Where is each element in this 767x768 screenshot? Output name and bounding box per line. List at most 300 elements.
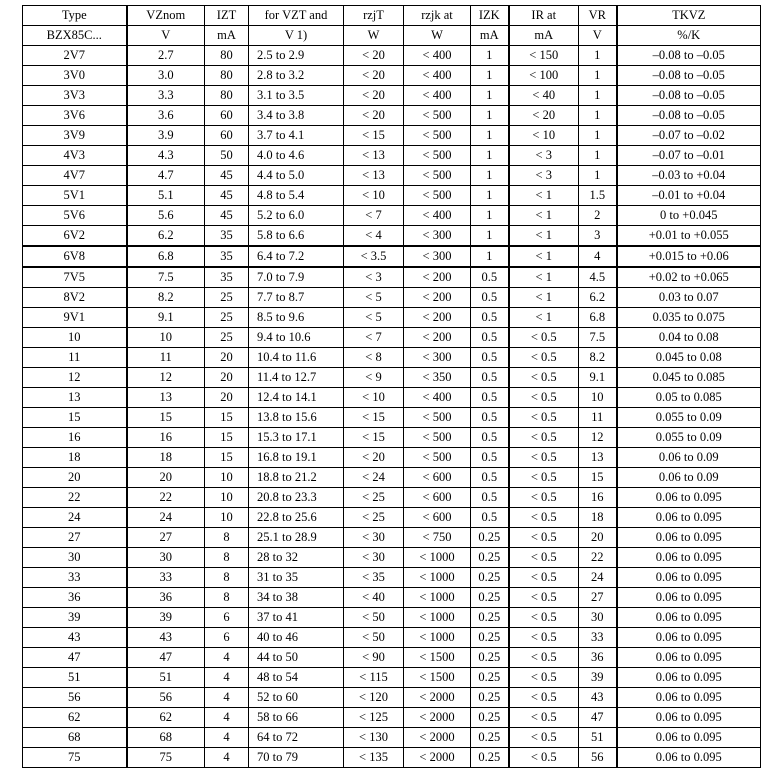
table-row	[23, 246, 761, 267]
table-row-cell: < 0.5	[509, 708, 579, 728]
table-row-cell: 51	[23, 668, 127, 688]
table-row-cell: < 0.5	[509, 448, 579, 468]
table-row-cell: 20	[127, 468, 205, 488]
zener-diode-table	[22, 5, 761, 768]
table-row-cell: < 130	[344, 728, 404, 748]
table-row-cell: 1	[471, 226, 509, 247]
table-row-cell: 80	[205, 46, 249, 66]
table-row-cell: 7V5	[23, 267, 127, 288]
table-row-cell: 75	[23, 748, 127, 768]
table-row-cell: +0.01 to +0.055	[617, 226, 761, 247]
table-row-cell: < 0.5	[509, 508, 579, 528]
table-row-cell: < 500	[404, 126, 471, 146]
table-row-cell: 47	[23, 648, 127, 668]
table-row-cell: < 2000	[404, 728, 471, 748]
table-row-cell: 22.8 to 25.6	[249, 508, 344, 528]
table-row-cell: 0.25	[471, 608, 509, 628]
table-row-cell: < 0.5	[509, 548, 579, 568]
table-row-cell: 0.25	[471, 728, 509, 748]
table-row-cell: 3.9	[127, 126, 205, 146]
header-row-1-cell: rzjT	[344, 6, 404, 26]
table-row-cell: 50	[205, 146, 249, 166]
table-row-cell: < 15	[344, 126, 404, 146]
table-row-cell: 6.8	[127, 246, 205, 267]
table-row	[23, 388, 761, 408]
table-row-cell: 0.5	[471, 488, 509, 508]
table-row-cell: 8	[205, 548, 249, 568]
table-row-cell: 8.2	[579, 348, 617, 368]
table-row-cell: 3.3	[127, 86, 205, 106]
table-row-cell: < 500	[404, 186, 471, 206]
table-row-cell: < 200	[404, 267, 471, 288]
table-row-cell: 12.4 to 14.1	[249, 388, 344, 408]
table-row	[23, 66, 761, 86]
table-row-cell: < 0.5	[509, 348, 579, 368]
table-row-cell: 31 to 35	[249, 568, 344, 588]
table-row-cell: < 500	[404, 448, 471, 468]
table-row-cell: 34 to 38	[249, 588, 344, 608]
table-row-cell: < 13	[344, 146, 404, 166]
table-row-cell: 8.2	[127, 288, 205, 308]
table-row-cell: < 30	[344, 528, 404, 548]
table-row-cell: < 2000	[404, 708, 471, 728]
table-row-cell: < 0.5	[509, 368, 579, 388]
table-row-cell: 22	[127, 488, 205, 508]
table-row-cell: 0.5	[471, 388, 509, 408]
header-row-1-cell: IR at	[509, 6, 579, 26]
table-row-cell: 1	[471, 146, 509, 166]
table-row-cell: 5V1	[23, 186, 127, 206]
table-row-cell: 56	[127, 688, 205, 708]
header-row-2-cell: V	[579, 26, 617, 46]
table-row-cell: 18	[579, 508, 617, 528]
table-row-cell: 35	[205, 226, 249, 247]
table-row-cell: 25	[205, 288, 249, 308]
table-row-cell: 0.05 to 0.085	[617, 388, 761, 408]
table-row-cell: 6.2	[127, 226, 205, 247]
table-row-cell: 0.5	[471, 448, 509, 468]
table-row-cell: 80	[205, 66, 249, 86]
table-row-cell: 13	[579, 448, 617, 468]
table-row-cell: 0.5	[471, 408, 509, 428]
table-row-cell: < 1	[509, 267, 579, 288]
table-row-cell: 1	[471, 126, 509, 146]
table-row-cell: 1	[471, 166, 509, 186]
table-row-cell: < 1	[509, 206, 579, 226]
table-row-cell: 36	[579, 648, 617, 668]
table-row-cell: 4.7	[127, 166, 205, 186]
table-row-cell: < 20	[344, 106, 404, 126]
table-row-cell: < 20	[344, 46, 404, 66]
header-row-2-cell: W	[344, 26, 404, 46]
table-row-cell: 2.5 to 2.9	[249, 46, 344, 66]
table-row-cell: 44 to 50	[249, 648, 344, 668]
table-row	[23, 408, 761, 428]
table-row-cell: 0.5	[471, 428, 509, 448]
table-row-cell: 0.055 to 0.09	[617, 428, 761, 448]
table-row-cell: 11	[579, 408, 617, 428]
table-row-cell: 5.1	[127, 186, 205, 206]
table-row-cell: 1	[579, 126, 617, 146]
table-row	[23, 648, 761, 668]
table-row-cell: –0.07 to –0.01	[617, 146, 761, 166]
table-row-cell: 0.5	[471, 368, 509, 388]
table-row-cell: < 200	[404, 308, 471, 328]
table-row-cell: 3.1 to 3.5	[249, 86, 344, 106]
header-row-2-cell: V 1)	[249, 26, 344, 46]
table-row-cell: 4	[205, 728, 249, 748]
table-row-cell: 45	[205, 206, 249, 226]
table-row	[23, 348, 761, 368]
table-row-cell: 0.25	[471, 748, 509, 768]
table-row-cell: 0.25	[471, 708, 509, 728]
table-row-cell: 51	[579, 728, 617, 748]
table-row-cell: 43	[127, 628, 205, 648]
header-row-1-cell: VZnom	[127, 6, 205, 26]
table-row-cell: < 120	[344, 688, 404, 708]
table-row-cell: < 50	[344, 608, 404, 628]
table-row-cell: 20	[205, 368, 249, 388]
table-row	[23, 748, 761, 768]
table-row-cell: 3.4 to 3.8	[249, 106, 344, 126]
table-row-cell: < 400	[404, 388, 471, 408]
header-row-2-cell: mA	[471, 26, 509, 46]
table-row-cell: 9.1	[127, 308, 205, 328]
table-row-cell: < 9	[344, 368, 404, 388]
header-row-2-cell: W	[404, 26, 471, 46]
table-row-cell: 7.7 to 8.7	[249, 288, 344, 308]
table-row-cell: 22	[23, 488, 127, 508]
table-row	[23, 628, 761, 648]
table-row-cell: 0.06 to 0.095	[617, 588, 761, 608]
table-row-cell: 7.5	[127, 267, 205, 288]
table-row	[23, 468, 761, 488]
table-row-cell: < 0.5	[509, 468, 579, 488]
table-row-cell: 6V2	[23, 226, 127, 247]
table-row-cell: < 300	[404, 348, 471, 368]
table-row-cell: < 15	[344, 408, 404, 428]
table-row-cell: 9V1	[23, 308, 127, 328]
table-row-cell: 4	[205, 688, 249, 708]
table-row-cell: 16	[127, 428, 205, 448]
table-row-cell: < 200	[404, 328, 471, 348]
table-row-cell: < 400	[404, 206, 471, 226]
table-row-cell: < 1	[509, 186, 579, 206]
table-row-cell: 6	[205, 628, 249, 648]
table-row	[23, 267, 761, 288]
table-row-cell: 47	[127, 648, 205, 668]
header-row-1-cell: for VZT and	[249, 6, 344, 26]
table-row-cell: 0.06 to 0.095	[617, 668, 761, 688]
table-row-cell: 0.06 to 0.095	[617, 548, 761, 568]
table-row-cell: 1	[471, 46, 509, 66]
table-row-cell: 1	[471, 246, 509, 267]
table-row-cell: 64 to 72	[249, 728, 344, 748]
table-row-cell: 3.7 to 4.1	[249, 126, 344, 146]
table-row-cell: 15	[127, 408, 205, 428]
table-row-cell: –0.01 to +0.04	[617, 186, 761, 206]
header-row-2	[23, 26, 761, 46]
table-row-cell: 18	[23, 448, 127, 468]
table-row-cell: < 300	[404, 246, 471, 267]
header-row-2-cell: BZX85C...	[23, 26, 127, 46]
table-row-cell: 27	[579, 588, 617, 608]
table-row-cell: < 2000	[404, 688, 471, 708]
table-row-cell: 0.25	[471, 668, 509, 688]
table-row-cell: 11	[23, 348, 127, 368]
table-row-cell: 30	[579, 608, 617, 628]
table-row-cell: < 40	[509, 86, 579, 106]
table-row-cell: 2.7	[127, 46, 205, 66]
table-row-cell: –0.08 to –0.05	[617, 66, 761, 86]
table-row	[23, 226, 761, 247]
table-row	[23, 448, 761, 468]
table-row-cell: 33	[127, 568, 205, 588]
table-row-cell: 3V0	[23, 66, 127, 86]
table-row-cell: < 600	[404, 468, 471, 488]
table-row-cell: < 150	[509, 46, 579, 66]
table-row	[23, 308, 761, 328]
table-row-cell: 11	[127, 348, 205, 368]
table-row-cell: < 24	[344, 468, 404, 488]
table-row-cell: < 125	[344, 708, 404, 728]
header-row-1-cell: IZT	[205, 6, 249, 26]
table-row-cell: 18	[127, 448, 205, 468]
table-row-cell: 4	[205, 668, 249, 688]
table-row-cell: 4.4 to 5.0	[249, 166, 344, 186]
table-row-cell: 0.5	[471, 508, 509, 528]
table-row-cell: 6.8	[579, 308, 617, 328]
table-row-cell: 0.25	[471, 528, 509, 548]
table-row-cell: +0.02 to +0.065	[617, 267, 761, 288]
table-row-cell: 40 to 46	[249, 628, 344, 648]
table-row	[23, 206, 761, 226]
table-row-cell: < 1000	[404, 628, 471, 648]
table-row-cell: 22	[579, 548, 617, 568]
table-row-cell: 4.8 to 5.4	[249, 186, 344, 206]
table-row	[23, 608, 761, 628]
table-row-cell: 60	[205, 106, 249, 126]
table-row-cell: 4V7	[23, 166, 127, 186]
table-row-cell: < 0.5	[509, 328, 579, 348]
table-row-cell: < 20	[509, 106, 579, 126]
table-row-cell: 10	[127, 328, 205, 348]
table-row-cell: < 0.5	[509, 428, 579, 448]
table-row-cell: 39	[127, 608, 205, 628]
table-row	[23, 106, 761, 126]
table-row-cell: 30	[23, 548, 127, 568]
table-row-cell: < 350	[404, 368, 471, 388]
table-row-cell: < 10	[344, 186, 404, 206]
table-row-cell: 5V6	[23, 206, 127, 226]
table-row-cell: < 3	[344, 267, 404, 288]
table-row-cell: 1	[471, 186, 509, 206]
table-row-cell: < 3	[509, 146, 579, 166]
table-row-cell: 0.045 to 0.08	[617, 348, 761, 368]
table-row-cell: 12	[579, 428, 617, 448]
table-row-cell: 0.5	[471, 328, 509, 348]
table-row-cell: 25	[205, 328, 249, 348]
table-row-cell: 45	[205, 166, 249, 186]
table-row-cell: 8	[205, 568, 249, 588]
table-row-cell: < 1000	[404, 568, 471, 588]
table-row-cell: 0.06 to 0.095	[617, 608, 761, 628]
table-row-cell: < 1500	[404, 648, 471, 668]
table-row	[23, 708, 761, 728]
table-row	[23, 126, 761, 146]
table-row-cell: 30	[127, 548, 205, 568]
table-row-cell: 1	[579, 106, 617, 126]
header-row-1-cell: rzjk at	[404, 6, 471, 26]
table-row-cell: 0.25	[471, 588, 509, 608]
table-row-cell: < 500	[404, 146, 471, 166]
table-row	[23, 328, 761, 348]
table-row-cell: 3V3	[23, 86, 127, 106]
table-row-cell: 58 to 66	[249, 708, 344, 728]
table-row-cell: < 50	[344, 628, 404, 648]
table-row-cell: 0.25	[471, 688, 509, 708]
table-row-cell: < 500	[404, 106, 471, 126]
table-row-cell: < 30	[344, 548, 404, 568]
table-row-cell: 1	[579, 146, 617, 166]
table-row-cell: 33	[579, 628, 617, 648]
table-row-cell: 1	[579, 166, 617, 186]
table-row-cell: 4.5	[579, 267, 617, 288]
table-row-cell: 3.6	[127, 106, 205, 126]
table-row-cell: 5.2 to 6.0	[249, 206, 344, 226]
table-row-cell: 15	[205, 428, 249, 448]
table-row-cell: < 1000	[404, 548, 471, 568]
header-row-1-cell: IZK	[471, 6, 509, 26]
table-row-cell: 0.04 to 0.08	[617, 328, 761, 348]
table-row-cell: 8.5 to 9.6	[249, 308, 344, 328]
header-row-1-cell: Type	[23, 6, 127, 26]
table-row-cell: < 8	[344, 348, 404, 368]
table-row-cell: 15	[579, 468, 617, 488]
table-row-cell: 2	[579, 206, 617, 226]
table-row-cell: < 600	[404, 488, 471, 508]
table-row-cell: < 13	[344, 166, 404, 186]
table-row-cell: 0.5	[471, 308, 509, 328]
table-row-cell: < 20	[344, 448, 404, 468]
table-row	[23, 688, 761, 708]
header-row-1-cell: VR	[579, 6, 617, 26]
table-row-cell: 1	[579, 66, 617, 86]
table-row-cell: 3.0	[127, 66, 205, 86]
table-row-cell: 68	[127, 728, 205, 748]
table-row-cell: 15	[23, 408, 127, 428]
table-row-cell: 1	[471, 106, 509, 126]
table-row-cell: 35	[205, 267, 249, 288]
table-row-cell: 36	[127, 588, 205, 608]
table-row-cell: 0.06 to 0.095	[617, 628, 761, 648]
table-row-cell: 1	[579, 86, 617, 106]
table-row-cell: 0.045 to 0.085	[617, 368, 761, 388]
table-row-cell: < 0.5	[509, 568, 579, 588]
table-row-cell: 4V3	[23, 146, 127, 166]
table-row-cell: < 500	[404, 428, 471, 448]
table-row-cell: < 5	[344, 288, 404, 308]
table-row-cell: –0.07 to –0.02	[617, 126, 761, 146]
table-row-cell: 52 to 60	[249, 688, 344, 708]
table-row-cell: < 4	[344, 226, 404, 247]
table-row-cell: 6V8	[23, 246, 127, 267]
table-row-cell: 4	[205, 708, 249, 728]
table-row-cell: 37 to 41	[249, 608, 344, 628]
table-row-cell: < 1500	[404, 668, 471, 688]
table-row-cell: 0.5	[471, 267, 509, 288]
table-row-cell: 0.25	[471, 628, 509, 648]
table-row-cell: 12	[23, 368, 127, 388]
header-row-2-cell: mA	[205, 26, 249, 46]
table-row-cell: –0.08 to –0.05	[617, 46, 761, 66]
table-row-cell: < 0.5	[509, 648, 579, 668]
table-row-cell: 8	[205, 528, 249, 548]
table-row-cell: 24	[127, 508, 205, 528]
table-row-cell: 6	[205, 608, 249, 628]
table-row-cell: 62	[23, 708, 127, 728]
table-row-cell: –0.03 to +0.04	[617, 166, 761, 186]
table-row-cell: 12	[127, 368, 205, 388]
table-row-cell: 15.3 to 17.1	[249, 428, 344, 448]
table-row-cell: < 35	[344, 568, 404, 588]
table-row	[23, 166, 761, 186]
table-row-cell: 10	[205, 468, 249, 488]
table-row-cell: 16.8 to 19.1	[249, 448, 344, 468]
table-row-cell: 62	[127, 708, 205, 728]
table-row-cell: 20	[23, 468, 127, 488]
table-row-cell: 25	[205, 308, 249, 328]
table-row-cell: < 1000	[404, 608, 471, 628]
table-row-cell: 80	[205, 86, 249, 106]
table-row-cell: < 0.5	[509, 528, 579, 548]
table-row	[23, 46, 761, 66]
table-row-cell: 0.5	[471, 348, 509, 368]
table-row-cell: 4	[579, 246, 617, 267]
header-row-1	[23, 6, 761, 26]
table-row-cell: < 200	[404, 288, 471, 308]
table-row-cell: 24	[579, 568, 617, 588]
table-row-cell: < 25	[344, 488, 404, 508]
table-row	[23, 508, 761, 528]
table-row-cell: 3V9	[23, 126, 127, 146]
table-row-cell: 27	[127, 528, 205, 548]
table-row-cell: 10	[23, 328, 127, 348]
table-row-cell: –0.08 to –0.05	[617, 86, 761, 106]
table-row-cell: 43	[579, 688, 617, 708]
table-row-cell: 45	[205, 186, 249, 206]
table-row-cell: 10	[205, 508, 249, 528]
table-row-cell: < 5	[344, 308, 404, 328]
table-row-cell: < 0.5	[509, 728, 579, 748]
table-row	[23, 668, 761, 688]
table-row	[23, 728, 761, 748]
table-row-cell: 0.5	[471, 468, 509, 488]
table-row-cell: 51	[127, 668, 205, 688]
table-row-cell: < 135	[344, 748, 404, 768]
table-row-cell: 43	[23, 628, 127, 648]
table-row-cell: < 20	[344, 86, 404, 106]
table-row-cell: < 10	[344, 388, 404, 408]
table-row-cell: 25.1 to 28.9	[249, 528, 344, 548]
table-row-cell: 6.2	[579, 288, 617, 308]
table-row-cell: 15	[205, 408, 249, 428]
table-row-cell: < 0.5	[509, 588, 579, 608]
table-row-cell: 0.06 to 0.095	[617, 648, 761, 668]
table-row-cell: –0.08 to –0.05	[617, 106, 761, 126]
table-row-cell: < 15	[344, 428, 404, 448]
table-row-cell: < 10	[509, 126, 579, 146]
